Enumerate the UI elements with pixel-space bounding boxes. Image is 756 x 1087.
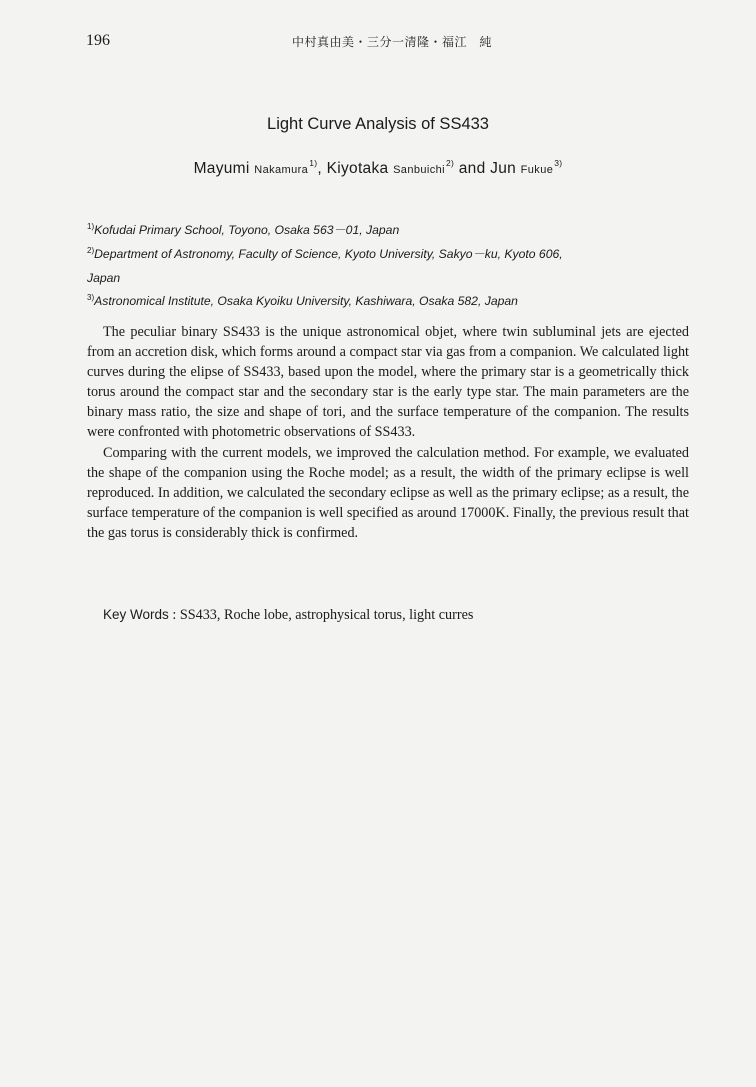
affiliation-2-mark: 2) [87,246,95,255]
paper-title: Light Curve Analysis of SS433 [267,115,489,133]
running-head: 中村真由美・三分一清隆・福江 純 [292,35,493,49]
keywords [103,607,473,624]
author-2-mark: 2) [445,158,455,168]
author-3-mark: 3) [554,158,563,168]
keywords-text: SS433, Roche lobe, astrophysical torus, light curres [179,607,474,623]
affiliation-1 [87,219,697,243]
affiliation-1-text: Kofudai Primary School, Toyono, Osaka 563－01, Japan [94,223,400,237]
author-3-given: Jun [490,160,517,177]
author-1-given: Mayumi [193,160,250,177]
affiliation-2-text: Department of Astronomy, Faculty of Science, Kyoto University, Sakyo－ku, Kyoto 606, [94,247,563,261]
page-number: 196 [86,32,110,49]
author-separator: , [317,160,322,177]
author-list [0,160,756,178]
author-2-family: Sanbuichi [393,164,445,176]
affiliation-1-mark: 1) [87,222,95,231]
affiliation-3 [87,290,697,314]
abstract-paragraph-2: Comparing with the current models, we improved the calculation method. For example, we evaluated the shape of the companion using the Roche model; as a result, the width of the primary eclipse is well reproduced. In addition, we calculated the secondary eclipse as well as the primary eclipse; as a result, the surface temperature of the companion is well specified as around 17000K. Finally, the previous result that the gas torus is considerably thick is confirmed. [87,444,689,541]
abstract [87,322,689,543]
affiliation-3-text: Astronomical Institute, Osaka Kyoiku University, Kashiwara, Osaka 582, Japan [94,294,518,308]
author-1-family: Nakamura [254,164,309,176]
affiliation-2-continued [87,267,697,290]
keywords-label: Key Words [103,607,169,622]
author-1-mark: 1) [309,158,318,168]
affiliation-3-mark: 3) [87,293,95,302]
affiliation-list [87,219,697,314]
abstract-paragraph-1: The peculiar binary SS433 is the unique astronomical objet, where twin subluminal jets are ejected from an accretion disk, which forms around a compact star via gas from a companion. We calculated light curves during the elipse of SS433, based upon the model, where the primary star is a geometrically thick torus around the compact star and the secondary star is the early type star. The main parameters are the binary mass ratio, the size and shape of tori, and the surface temperature of the companion. The results were confronted with photometric observations of SS433. [87,324,689,441]
author-2-given: Kiyotaka [326,160,389,177]
affiliation-2-continued-text: Japan [87,271,121,285]
affiliation-2 [87,243,697,267]
author-3-family: Fukue [520,164,554,176]
author-conjunction: and [458,160,486,177]
keywords-colon: : [168,607,180,623]
